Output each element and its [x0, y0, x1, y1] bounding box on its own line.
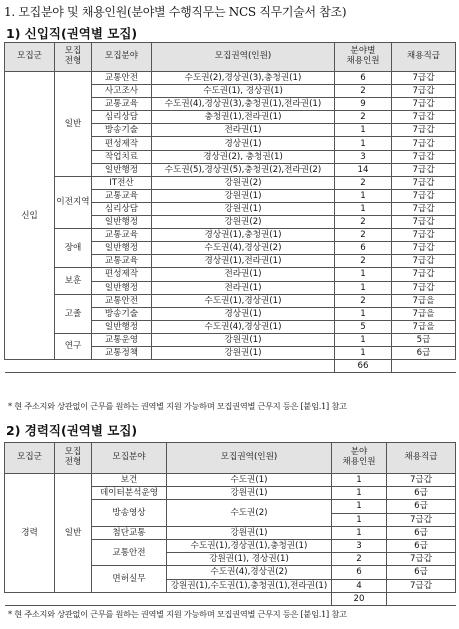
type-cell: 장애	[55, 229, 92, 268]
grade-cell: 5급	[392, 333, 456, 346]
header-field: 모집분야	[92, 443, 167, 474]
field-cell: 편성제작	[92, 137, 152, 150]
count-cell: 2	[335, 216, 392, 229]
count-cell: 2	[335, 255, 392, 268]
count-cell: 1	[335, 268, 392, 281]
count-cell: 2	[335, 111, 392, 124]
region-cell: 수도권(2),경상권(3),충청권(1)	[152, 72, 335, 85]
group-cell: 신입	[5, 72, 55, 360]
new-hire-table	[4, 42, 456, 373]
header-count: 분야별 채용인원	[335, 43, 392, 72]
count-cell: 6	[335, 72, 392, 85]
region-cell: 수도권(1),경상권(1)	[152, 294, 335, 307]
count-cell: 3	[335, 150, 392, 163]
type-cell: 연구	[55, 333, 92, 359]
region-cell: 전라권(1)	[152, 124, 335, 137]
total-blank	[5, 360, 335, 373]
grade-cell: 7급갑	[392, 98, 456, 111]
grade-cell: 7급갑	[392, 163, 456, 176]
table-row	[5, 72, 456, 85]
count-cell: 1	[335, 124, 392, 137]
count-cell: 2	[335, 294, 392, 307]
region-cell: 전라권(1)	[152, 281, 335, 294]
count-cell: 5	[335, 320, 392, 333]
table-row	[5, 294, 456, 307]
region-cell: 강원권(2)	[152, 216, 335, 229]
region-cell: 수도권(4),경상권(1)	[152, 320, 335, 333]
grade-cell: 7급갑	[392, 72, 456, 85]
region-cell: 강원권(1)	[152, 202, 335, 215]
header-group: 모집군	[5, 43, 55, 72]
count-cell: 1	[335, 307, 392, 320]
field-cell: 교통안전	[92, 294, 152, 307]
table-row	[5, 268, 456, 281]
grade-cell: 7급갑	[392, 189, 456, 202]
region-cell: 강원권(1)	[167, 487, 332, 500]
total-blank-grade	[392, 360, 456, 373]
field-cell: 사고조사	[92, 85, 152, 98]
grade-cell: 7급갑	[387, 474, 456, 487]
group-cell: 경력	[5, 474, 55, 593]
field-cell: 일반행정	[92, 242, 152, 255]
grade-cell: 7급을	[392, 307, 456, 320]
region-cell: 강원권(1),수도권(1),충청권(1),전라권(1)	[167, 579, 332, 592]
region-cell: 수도권(1),경상권(1),충청권(1)	[167, 539, 332, 552]
table-row	[5, 474, 456, 487]
grade-cell: 7급갑	[392, 111, 456, 124]
count-cell: 6	[335, 242, 392, 255]
count-cell: 2	[335, 229, 392, 242]
type-cell: 보훈	[55, 268, 92, 294]
field-cell: 방송영상	[92, 500, 167, 526]
region-cell: 강원권(1)	[152, 333, 335, 346]
grade-cell: 6급	[387, 526, 456, 539]
header-grade: 채용직급	[387, 443, 456, 474]
header-field: 모집분야	[92, 43, 152, 72]
field-cell: 보건	[92, 474, 167, 487]
field-cell: 일반행정	[92, 320, 152, 333]
count-cell: 1	[332, 487, 387, 500]
header-type: 모집 전형	[55, 443, 92, 474]
grade-cell: 7급갑	[392, 242, 456, 255]
section-title-new-hires: 1) 신입직(권역별 모집)	[6, 26, 138, 41]
region-cell: 강원권(1), 경상권(1)	[167, 553, 332, 566]
region-cell: 수도권(4),경상권(3),충청권(1),전라권(1)	[152, 98, 335, 111]
field-cell: 일반행정	[92, 216, 152, 229]
grade-cell: 6급	[387, 566, 456, 579]
region-cell: 경상권(1),전라권(1)	[152, 255, 335, 268]
field-cell: 작업치료	[92, 150, 152, 163]
header-grade: 채용직급	[392, 43, 456, 72]
field-cell: 교통교육	[92, 255, 152, 268]
region-cell: 충청권(1),전라권(1)	[152, 111, 335, 124]
count-cell: 14	[335, 163, 392, 176]
total-row	[5, 592, 456, 605]
field-cell: IT전산	[92, 176, 152, 189]
grade-cell: 7급갑	[392, 255, 456, 268]
field-cell: 일반행정	[92, 281, 152, 294]
grade-cell: 7급갑	[392, 202, 456, 215]
count-cell: 1	[335, 346, 392, 359]
grade-cell: 7급을	[392, 320, 456, 333]
grade-cell: 7급갑	[392, 150, 456, 163]
grade-cell: 7급갑	[392, 137, 456, 150]
count-cell: 1	[335, 137, 392, 150]
field-cell: 심리상담	[92, 202, 152, 215]
grade-cell: 6급	[387, 500, 456, 513]
region-cell: 수도권(1)	[167, 474, 332, 487]
total-count: 20	[332, 592, 387, 605]
header-group: 모집군	[5, 443, 55, 474]
field-cell: 교통교육	[92, 98, 152, 111]
region-cell: 강원권(1)	[152, 346, 335, 359]
grade-cell: 7급갑	[392, 176, 456, 189]
count-cell: 2	[335, 176, 392, 189]
region-cell: 경상권(1)	[152, 137, 335, 150]
region-cell: 경상권(1)	[152, 307, 335, 320]
table-header-row	[5, 443, 456, 474]
table-row	[5, 333, 456, 346]
grade-cell: 7급갑	[387, 513, 456, 526]
count-cell: 1	[335, 333, 392, 346]
region-cell: 강원권(1)	[167, 526, 332, 539]
type-cell: 이전지역	[55, 176, 92, 228]
count-cell: 1	[332, 526, 387, 539]
total-blank	[5, 592, 332, 605]
field-cell: 방송기술	[92, 307, 152, 320]
count-cell: 3	[332, 539, 387, 552]
table-header-row	[5, 43, 456, 72]
count-cell: 1	[332, 513, 387, 526]
grade-cell: 7급갑	[392, 85, 456, 98]
footnote-new-hires: * 현 주소지와 상관없이 근무를 원하는 권역별 지원 가능하며 모집권역별 근무지 등은 [붙임.1] 참고	[8, 401, 347, 411]
total-blank-grade	[387, 592, 456, 605]
region-cell: 수도권(5),경상권(5),충청권(2),전라권(2)	[152, 163, 335, 176]
count-cell: 1	[335, 202, 392, 215]
type-cell: 고졸	[55, 294, 92, 333]
count-cell: 2	[335, 85, 392, 98]
header-count: 분야 채용인원	[332, 443, 387, 474]
field-cell: 교통안전	[92, 72, 152, 85]
header-type: 모집 전형	[55, 43, 92, 72]
field-cell: 면허실무	[92, 566, 167, 592]
count-cell: 1	[335, 189, 392, 202]
count-cell: 6	[332, 566, 387, 579]
grade-cell: 6급	[387, 487, 456, 500]
grade-cell: 7급갑	[387, 553, 456, 566]
region-cell: 경상권(1),충청권(1)	[152, 229, 335, 242]
table-row	[5, 229, 456, 242]
grade-cell: 7급갑	[392, 281, 456, 294]
footnote-experienced: * 현 주소지와 상관없이 근무를 원하는 권역별 지원 가능하며 모집권역별 근무지 등은 [붙임.1] 참고	[8, 609, 347, 619]
type-cell: 일반	[55, 474, 92, 593]
section-title-experienced: 2) 경력직(권역별 모집)	[6, 423, 138, 438]
count-cell: 1	[335, 281, 392, 294]
grade-cell: 7급갑	[387, 579, 456, 592]
region-cell: 강원권(1)	[152, 189, 335, 202]
field-cell: 일반행정	[92, 163, 152, 176]
region-cell: 수도권(2)	[167, 500, 332, 526]
header-region: 모집권역(인원)	[152, 43, 335, 72]
region-cell: 수도권(4),경상권(2)	[152, 242, 335, 255]
count-cell: 1	[332, 500, 387, 513]
grade-cell: 7급갑	[392, 216, 456, 229]
field-cell: 방송기술	[92, 124, 152, 137]
region-cell: 수도권(1), 경상권(1)	[152, 85, 335, 98]
region-cell: 경상권(2), 충청권(1)	[152, 150, 335, 163]
grade-cell: 7급을	[392, 294, 456, 307]
region-cell: 강원권(2)	[152, 176, 335, 189]
region-cell: 전라권(1)	[152, 268, 335, 281]
field-cell: 편성제작	[92, 268, 152, 281]
field-cell: 첨단교통	[92, 526, 167, 539]
type-cell: 일반	[55, 72, 92, 177]
field-cell: 데이터분석운영	[92, 487, 167, 500]
field-cell: 교통운영	[92, 333, 152, 346]
count-cell: 1	[332, 474, 387, 487]
total-row	[5, 360, 456, 373]
total-count: 66	[335, 360, 392, 373]
count-cell: 9	[335, 98, 392, 111]
grade-cell: 7급갑	[392, 229, 456, 242]
grade-cell: 7급갑	[392, 124, 456, 137]
header-region: 모집권역(인원)	[167, 443, 332, 474]
experienced-table	[4, 442, 456, 606]
count-cell: 2	[332, 553, 387, 566]
page-heading: 1. 모집분야 및 채용인원(분야별 수행직무는 NCS 직무기술서 참조)	[4, 5, 347, 19]
table-row	[5, 176, 456, 189]
grade-cell: 7급갑	[392, 268, 456, 281]
region-cell: 수도권(4),경상권(2)	[167, 566, 332, 579]
field-cell: 교통교육	[92, 189, 152, 202]
field-cell: 교통교육	[92, 229, 152, 242]
field-cell: 교통안전	[92, 539, 167, 565]
count-cell: 4	[332, 579, 387, 592]
grade-cell: 6급	[387, 539, 456, 552]
grade-cell: 6급	[392, 346, 456, 359]
field-cell: 심리상담	[92, 111, 152, 124]
field-cell: 교통정책	[92, 346, 152, 359]
